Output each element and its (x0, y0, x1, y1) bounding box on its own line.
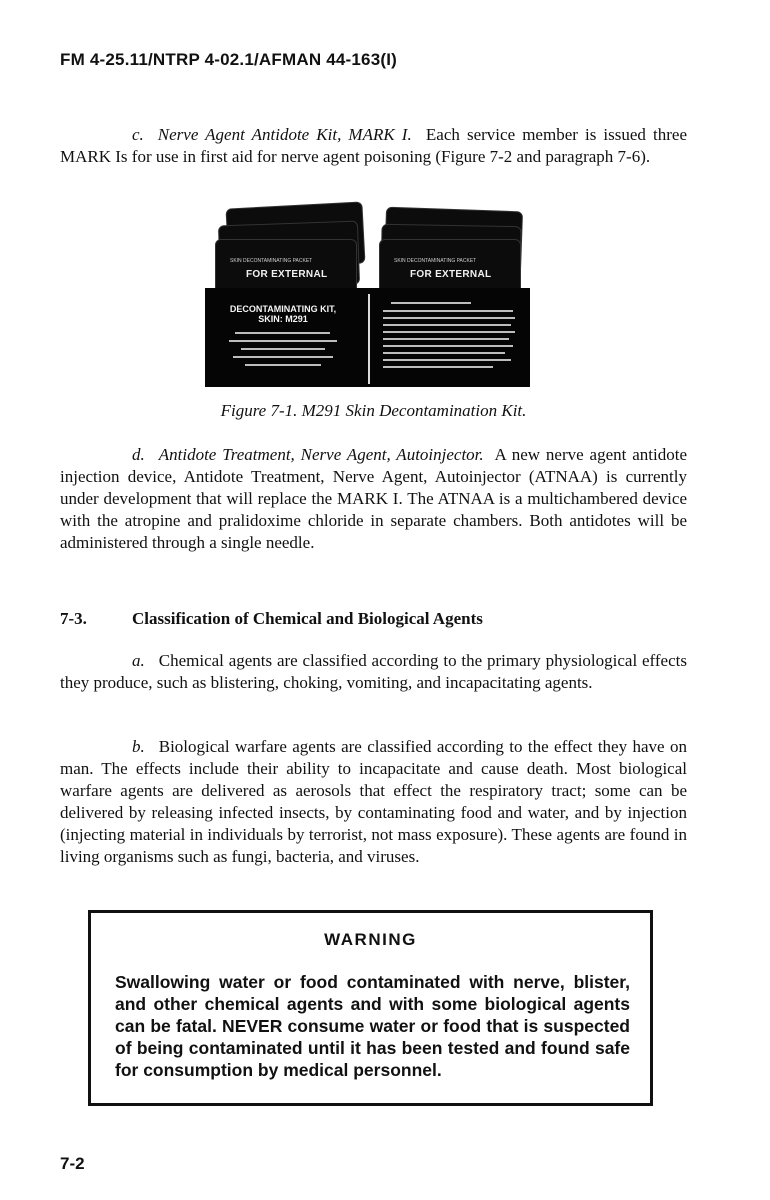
section-number: 7-3. (60, 609, 87, 628)
right-packet: FOR EXTERNAL SKIN DECONTAMINATING PACKET (379, 239, 521, 299)
paragraph-a-label: a. (132, 651, 145, 670)
paragraph-d (60, 444, 687, 554)
paragraph-b-label: b. (132, 737, 145, 756)
paragraph-a (60, 650, 687, 694)
warning-box (88, 910, 653, 1106)
paragraph-d-heading: Antidote Treatment, Nerve Agent, Autoinjector. (158, 445, 484, 464)
page-number: 7-2 (60, 1154, 85, 1173)
paragraph-c-heading: Nerve Agent Antidote Kit, MARK I. (157, 125, 412, 144)
paragraph-a-text: Chemical agents are classified according to the primary physiological effects they produce, such as blistering, choking, vomiting, and incapacitating agents. (60, 651, 687, 692)
paragraph-b-text: Biological warfare agents are classified according to the effect they have on man. The effects include their ability to incapacitate and cause death. Most biological warfare agents are delivered as aerosols that effect the respiratory tract; some can be delivered by releasing infected insects, by contaminating food and water, and by injection (injecting material in individuals by terrorist, not mass exposure). These agents are found in living organisms such as fungi, bacteria, and viruses. (60, 737, 687, 866)
section-heading (60, 609, 483, 629)
left-packet-label: FOR EXTERNAL (246, 269, 328, 280)
paragraph-d-text: A new nerve agent antidote injection device, Antidote Treatment, Nerve Agent, Autoinjector (ATNAA) is currently under development that will replace the MARK I. The ATNAA is a multichambered device with the atropine and pralidoxime chloride in separate chambers. Both antidotes will be administered through a single needle. (60, 445, 687, 552)
document-header: FM 4-25.11/NTRP 4-02.1/AFMAN 44-163(I) (60, 50, 398, 69)
warning-title: WARNING (324, 930, 417, 949)
warning-text: Swallowing water or food contaminated with nerve, blister, and other chemical agents and with some biological agents can be fatal. NEVER consume water or food that is suspected of being contaminated until it has been tested and found safe for consumption by medical personnel. (115, 972, 630, 1080)
kit-title: DECONTAMINATING KIT, (229, 304, 337, 314)
paragraph-b (60, 736, 687, 868)
kit-pouch (205, 288, 530, 387)
kit-subtitle: SKIN: M291 (258, 314, 308, 324)
paragraph-c (60, 124, 687, 168)
paragraph-c-label: c. (132, 125, 144, 144)
paragraph-c-text: Each service member is issued three MARK Is for use in first aid for nerve agent poisoning (Figure 7-2 and paragraph 7-6). (60, 125, 687, 166)
figure-caption: Figure 7-1. M291 Skin Decontamination Kit. (220, 401, 527, 420)
left-packet: FOR EXTERNAL SKIN DECONTAMINATING PACKET (215, 239, 357, 299)
m291-kit-figure (205, 205, 530, 387)
paragraph-d-label: d. (132, 445, 145, 464)
section-title: Classification of Chemical and Biological Agents (132, 609, 483, 628)
right-packet-label: FOR EXTERNAL (410, 269, 492, 280)
